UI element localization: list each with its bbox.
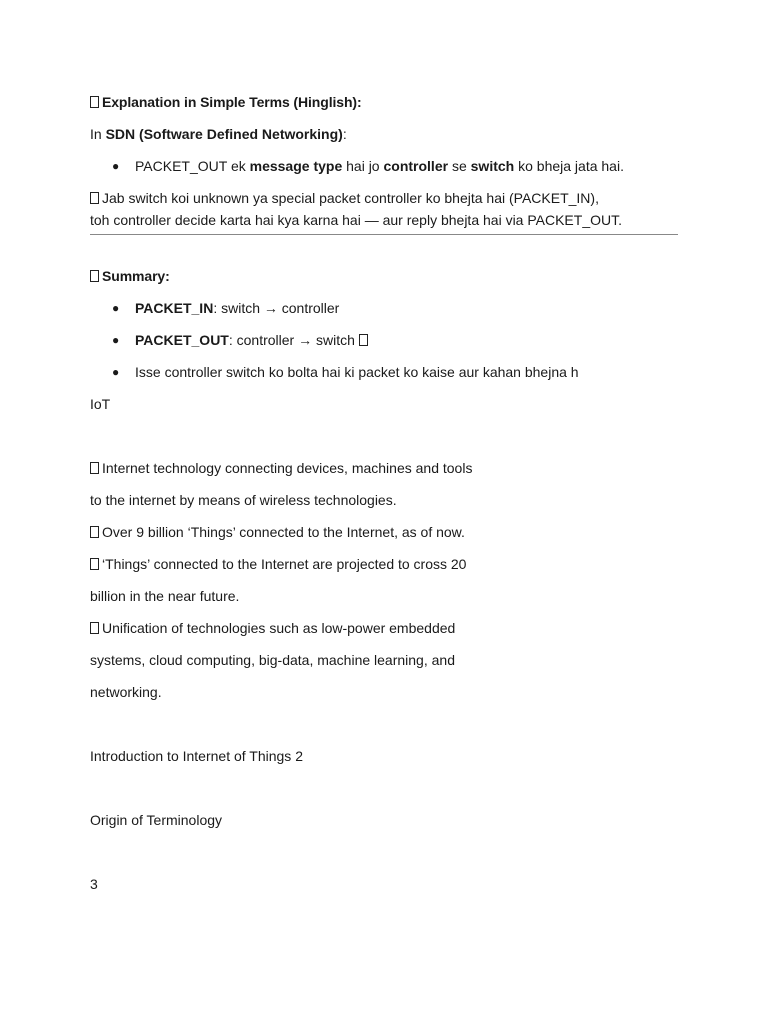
intro-line <box>90 746 678 778</box>
missing-glyph-icon <box>90 526 99 538</box>
bullet1-b3: switch <box>470 158 515 174</box>
iot-line <box>90 618 678 650</box>
missing-glyph-icon <box>90 622 99 634</box>
para-line1-text: Jab switch koi unknown ya special packet controller ko bhejta hai (PACKET_IN), <box>102 190 599 206</box>
sdn-suffix: : <box>342 126 347 142</box>
missing-glyph-icon <box>90 270 99 282</box>
packet-out-bullet <box>90 156 678 188</box>
iot-line <box>90 522 678 554</box>
summary-bullet-1-text: : switch → controller <box>213 300 340 316</box>
spacer <box>90 426 678 458</box>
missing-glyph-icon <box>90 96 99 108</box>
missing-glyph-icon <box>90 462 99 474</box>
iot-title-text: IoT <box>90 396 111 412</box>
explanation-para-line1 <box>90 188 678 210</box>
summary-bullet-1-bold: PACKET_IN <box>135 300 214 316</box>
bullet-icon: ● <box>112 159 120 173</box>
explanation-heading <box>90 92 678 124</box>
horizontal-divider <box>90 234 678 235</box>
bullet1-t2: hai jo <box>342 158 384 174</box>
summary-heading <box>90 266 678 298</box>
bullet1-text <box>135 156 624 176</box>
summary-bullet-3 <box>90 362 678 394</box>
origin-text: Origin of Terminology <box>90 812 223 828</box>
spacer <box>90 778 678 810</box>
iot-line <box>90 458 678 490</box>
iot-line-text: Unification of technologies such as low-power embedded <box>102 620 456 636</box>
summary-heading-text: Summary: <box>102 268 170 284</box>
bullet1-b1: message type <box>249 158 343 174</box>
iot-line-text: ‘Things’ connected to the Internet are projected to cross 20 <box>102 556 467 572</box>
bullet-icon: ● <box>112 333 120 347</box>
bullet-icon: ● <box>112 301 120 315</box>
summary-bullet-2 <box>90 330 678 362</box>
page-number-text: 3 <box>90 876 98 892</box>
spacer <box>90 714 678 746</box>
missing-glyph-icon <box>90 192 99 204</box>
explanation-para-line2 <box>90 210 678 234</box>
summary-bullet-2-bold: PACKET_OUT <box>135 332 229 348</box>
iot-line-text: networking. <box>90 684 162 700</box>
summary-bullet-2-text: : controller → switch <box>228 332 355 348</box>
bullet1-t4: ko bheja jata hai. <box>514 158 624 174</box>
iot-line-text: systems, cloud computing, big-data, machine learning, and <box>90 652 455 668</box>
bullet1-t1: PACKET_OUT ek <box>135 158 250 174</box>
missing-glyph-icon <box>90 558 99 570</box>
iot-line <box>90 554 678 586</box>
bullet1-b2: controller <box>383 158 449 174</box>
iot-title <box>90 394 678 426</box>
explanation-heading-text: Explanation in Simple Terms (Hinglish): <box>102 94 362 110</box>
iot-line-text: to the internet by means of wireless technologies. <box>90 492 397 508</box>
iot-line <box>90 490 678 522</box>
iot-line-text: billion in the near future. <box>90 588 240 604</box>
iot-line-text: Internet technology connecting devices, machines and tools <box>102 460 473 476</box>
iot-line <box>90 586 678 618</box>
bullet1-t3: se <box>448 158 471 174</box>
origin-line <box>90 810 678 842</box>
page-number <box>90 874 678 906</box>
sdn-bold: SDN (Software Defined Networking) <box>105 126 343 142</box>
iot-line <box>90 682 678 714</box>
iot-line-text: Over 9 billion ‘Things’ connected to the Internet, as of now. <box>102 524 465 540</box>
missing-glyph-icon <box>359 334 368 346</box>
sdn-line <box>90 124 678 156</box>
spacer <box>90 842 678 874</box>
iot-line <box>90 650 678 682</box>
summary-bullet-1 <box>90 298 678 330</box>
sdn-prefix: In <box>90 126 106 142</box>
bullet-icon: ● <box>112 365 120 379</box>
summary-bullet-3-text: Isse controller switch ko bolta hai ki packet ko kaise aur kahan bhejna h <box>135 364 579 380</box>
intro-text: Introduction to Internet of Things 2 <box>90 748 303 764</box>
iot-lines <box>90 458 678 714</box>
para-line2-text: toh controller decide karta hai kya karna hai — aur reply bhejta hai via PACKET_OUT. <box>90 212 622 228</box>
